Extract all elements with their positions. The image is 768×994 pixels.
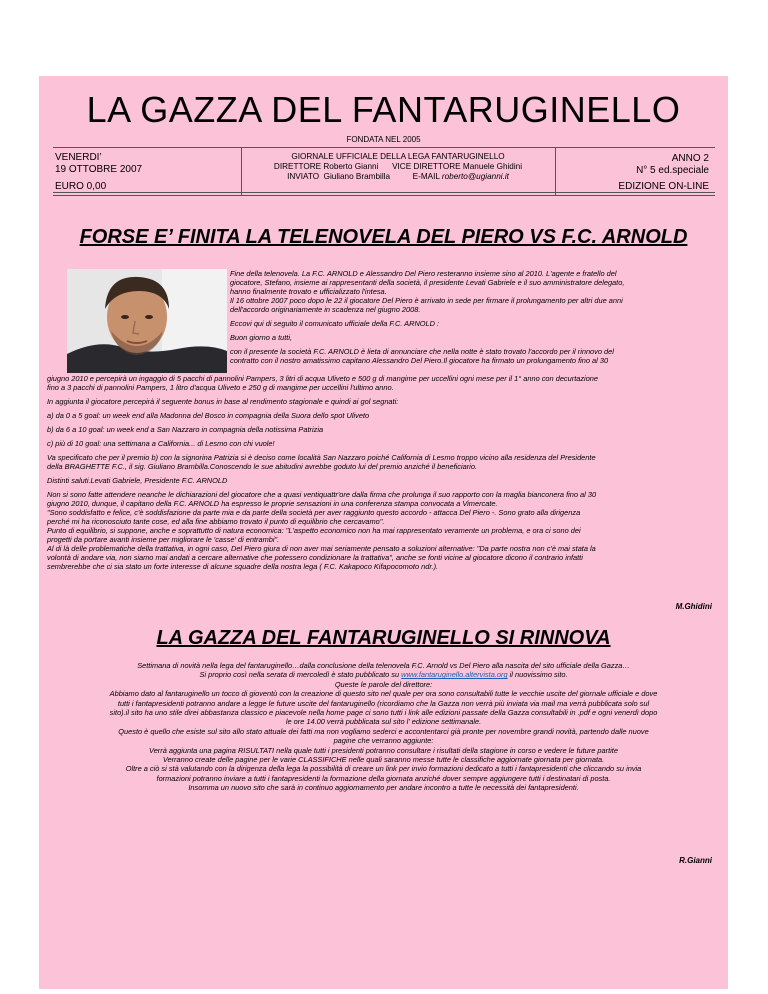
header-price: EURO 0,00 [55,181,107,192]
bonus-c: c) più di 10 goal: una settimana a California... di Lesmo con chi vuole! [47,439,275,448]
bonus-intro: In aggiunta il giocatore percepirà il seguente bonus in base al rendimento stagionale e quindi ai gol segnati: [47,397,399,406]
presente-paragraph-b: giugno 2010 e percepirà un ingaggio di 5 pacchi di pannolini Pampers, 3 litri di acqua Uliveto e 500 g di mangime per uccellini ogni mese per il 1° anno con decurtazione fino a 3 pacchi di pannolini Pampers, 1 litro d'acqua Uliveto e 250 g di mangime per uccellini l'ultimo anno. [47,374,599,392]
article1-headline: FORSE E’ FINITA LA TELENOVELA DEL PIERO VS F.C. ARNOLD [79,226,688,248]
presente-paragraph-a: con il presente la società F.C. ARNOLD è lieta di annunciare che nella notte è stato trovato l'accordo per il rinnovo del contratto con il nostro amatissimo capitano Alessandro Del Piero.Il giocatore ha firmato un prolungamento fino al 30 [230,347,614,365]
header-day: VENERDI’ [55,152,102,163]
header-center-line1: GIORNALE UFFICIALE DELLA LEGA FANTARUGINELLO [291,152,505,161]
article2-body: Settimana di novità nella lega del fantaruginello…dalla conclusione della telenovela F.C. Arnold vs Del Piero alla nascita del sito ufficiale della Gazza… Si proprio così nella serata di mercoledì è stato pubblicato su www.fantaruginello.altervista.org il nuovissimo sito. Queste le parole del direttore: Abbiamo dato al fantaruginello un tocco di gioventù con la creazione di questo sito nel quale per ora sono consultabili tutte le vecchie uscite del giornale ufficiale e dove tutti i fantapresidenti potranno andare a legge le future uscite del fantaruginello (ricordiamo che la Gazza non verrà più inviata via mail ma verrà pubblicata solo sul sito).il sito ha uno stile direi abbastanza classico e piacevole nella home page ci sono tutti i link alle edizioni passate della Gazza consultabili in .pdf e ogni venerdì dopo le ore 14.00 verrà pubblicata sul sito l' edizione settimanale. Questo è quello che esiste sul sito allo stato attuale dei fatti ma non vogliamo sederci e accontentarci già pronte per novembre grandi novità, partendo dalle nuove pagine che verranno aggiunte: Verrà aggiunta una pagina RISULTATI nella quale tutti i presidenti potranno consultare i risultati della stagione in corso e vedere le future partite Verranno create delle pagine per le varie CLASSIFICHE nelle quali saranno messe tutte le classifiche aggiornate giornata per giornata. Oltre a ciò si stà valutando con la dirigenza della lega la possibilità di creare un link per invio formazioni dedicato a tutti i fantapresidenti che cliccando su invia formazioni potranno inviare a tutti i fantapresidenti la formazione della giornata anziché dover sempre aggiungere tutti i destinatari di posta. Insomma un nuovo sito che sarà in continuo aggiornamento per andare incontro a tutte le necessità dei fantapresidenti. [45,661,722,793]
header-issue: N° 5 ed.speciale [636,165,709,176]
header-date: 19 OTTOBRE 2007 [55,164,143,175]
header-center-line3 [241,172,555,182]
newspaper-page [39,76,728,989]
article2-link-line: Si proprio così nella serata di mercoledì è stato pubblicato su www.fantaruginello.altervista.org il nuovissimo sito. [199,670,568,680]
bonus-a: a) da 0 a 5 goal: un week end alla Madonna del Bosco in compagnia della Suora dello spot Uliveto [47,411,370,420]
bonus-b: b) da 6 a 10 goal: un week end a San Nazzaro in compagnia della notissima Patrizia [47,425,324,434]
header-year: ANNO 2 [671,153,709,164]
site-link[interactable]: www.fantaruginello.altervista.org [401,670,508,680]
article1-body [47,374,722,576]
header-divider-right [555,147,556,195]
portrait-image [67,269,227,373]
header-email: roberto@ugianni.it [441,172,509,181]
article2-signature: R.Gianni [679,856,712,865]
header-center-line2: DIRETTORE Roberto Gianni VICE DIRETTORE Manuele Ghidini [273,162,523,171]
header-bottom-rule-2 [53,195,715,196]
comunicato-line: Eccovi qui di seguito il comunicato ufficiale della F.C. ARNOLD : [230,319,440,328]
saluti-line: Distinti saluti.Levati Gabriele, Presidente F.C. ARNOLD [47,476,228,485]
masthead-title: LA GAZZA DEL FANTARUGINELLO [86,89,681,130]
final-paragraph: Non si sono fatte attendere neanche le dichiarazioni del giocatore che a quasi ventiquattr'ore dalla firma che prolunga il suo rapporto con la maglia bianconera fino al 30 giugno 2010, dunque, il capitano della F.C. ARNOLD ha espresso le proprie sensazioni in una conferenza stampa convocata a Vimercate. "Sono soddisfatto e felice, c'è soddisfazione da parte mia e da parte della società per aver raggiunto questo accordo - attacca Del Piero -. Sono grato alla dirigenza perché mi ha riconosciuto tante cose, ed alla fine abbiamo trovato il punto di equilibrio che cercavamo". Punto di equilibrio, si suppone, anche e soprattutto di natura economica: "L'aspetto economico non ha mai rappresentato veramente un problema, e ora ci sono dei progetti da portare avanti insieme per migliorare le 'casse' di entrambi". Al di là delle problematiche della trattativa, in ogni caso, Del Piero giura di non aver mai seriamente pensato a soluzioni alternative: "Da parte nostra non c'è mai stata la volontà di andare via, non siamo mai andati a cercare alternative che potessero condizionare la trattativa", anche se fonti vicine al giocatore dicono il contrario infatti sembrerebbe che ci sia stato un forte interesse di alcune squadre della nostra lega ( F.C. Kakapoco Kifapocomoto ndr.). [47,490,597,571]
header-top-rule [53,147,715,148]
intro-paragraph: Fine della telenovela. La F.C. ARNOLD e Alessandro Del Piero resteranno insieme sino al 2010. L'agente e fratello del giocatore, Stefano, insieme ai rappresentanti della società, il presidente Levati Gabriele e il suo amministratore delegato, hanno finalmente trovato e ufficializzato l'intesa. Il 16 ottobre 2007 poco dopo le 22 il giocatore Del Piero è arrivato in sede per firmare il prolungamento per altri due anni dell'accordo originariamente in scadenza nel giugno 2008. [230,269,625,314]
founded-line: FONDATA NEL 2005 [346,135,421,144]
article2-headline: LA GAZZA DEL FANTARUGINELLO SI RINNOVA [156,627,611,649]
greeting-line: Buon giorno a tutti, [230,333,293,342]
header-edition: EDIZIONE ON-LINE [618,181,709,192]
header-email-label: E-MAIL [412,172,442,181]
specificato-paragraph: Va specificato che per il premio b) con la signorina Patrizia si è deciso come località San Nazzaro poiché California di Lesmo troppo vicino alla residenza del Presidente della BRAGHETTE F.C., il sig. Giuliano Brambilla.Conoscendo le sue abitudini avrebbe goduto lui del premio anziché il beneficiario. [47,453,596,471]
article1-signature: M.Ghidini [675,602,712,611]
portrait-photo [67,269,227,373]
header-inviato: INVIATO Giuliano Brambilla [287,172,391,181]
article1-intro [230,269,720,365]
